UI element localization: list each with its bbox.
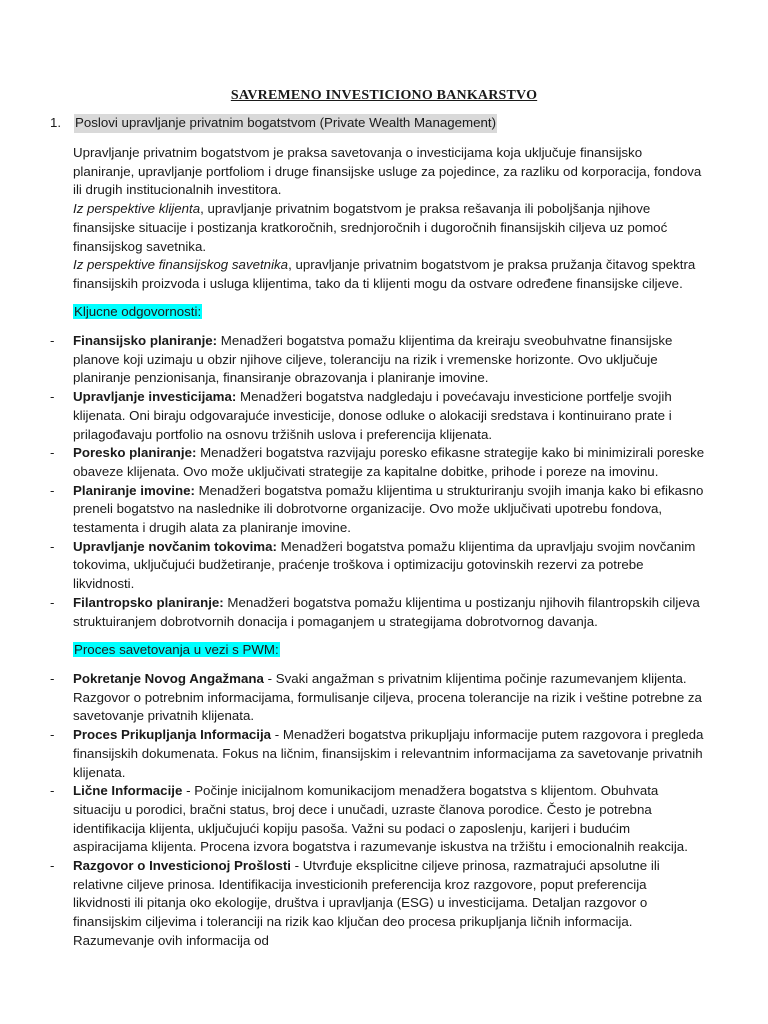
item-text: Menadžeri bogatstva pomažu klijentima u strukturiranju svojih imanja kako bi efikasno preneli bogatstvo na naslednike ili dobrotvorne organizacije. Ovo može uključivati upotrebu fondova, testamenta i drugih alata za planiranje imovine. xyxy=(73,482,704,536)
list-item xyxy=(50,482,705,538)
item-text: Menadžeri bogatstva pomažu klijentima da kreiraju sveobuhvatne finansijske planove koji uzimaju u obzir njihove ciljeve, toleranciju na rizik i vremenske horizonte. Ovo uključuje planiranje penzionisanja, finansiranje obrazovanja i planiranje imovine. xyxy=(73,333,673,386)
item-text: Menadžeri bogatstva pomažu klijentima u postizanju njihovih filantropskih ciljeva struktuiranjem dobrotvornih donacija i pomaganjem u strategijama dobrotvornog davanja. xyxy=(73,594,700,629)
intro-text: , upravljanje privatnim bogatstvom je praksa pružanja čitavog spektra finansijskih proizvoda i usluga klijentima, tako da ti klijenti mogu da ostvare određene finansijske ciljeve. xyxy=(73,257,696,291)
item-text: Menadžeri bogatstva nadgledaju i povećavaju investicione portfelje svojih klijenata. Oni biraju odgovarajuće investicije, donose odluke o alokaciji sredstava i kontinuirano prate i prilagođavaju portfolio na osnovu tržišnih uslova i preferencija klijenata. xyxy=(73,389,672,442)
item-text: Menadžeri bogatstva razvijaju poresko efikasne strategije kako bi minimizirali poreske obaveze klijenata. Ovo može uključivati strategije za kapitalne dobitke, prihode i poreze na imovinu. xyxy=(73,445,705,479)
item-term: Pokretanje Novog Angažmana xyxy=(73,671,264,686)
list-item xyxy=(50,782,705,857)
item-term: Lične Informacije xyxy=(73,783,183,799)
item-text: - Počinje inicijalnom komunikacijom menadžera bogatstva s klijentom. Obuhvata situaciju u porodici, bračni status, broj dece i unučadi, uzraste članova porodice. Često je potrebna identifikacija klijenta, uključujući kopiju pasoša. Važni su podaci o zaposlenju, karijeri i budućim aspiracijama klijenta. Procena izvora bogatstva i razumevanje iskustva na tržištu i emocionalnih reakcija. xyxy=(73,783,688,855)
list-item xyxy=(50,594,705,631)
document-title: SAVREMENO INVESTICIONO BANKARSTVO xyxy=(230,88,538,103)
item-text: - Svaki angažman s privatnim klijentima počinje razumevanjem klijenta. Razgovor o potrebnim informacijama, formulisanje ciljeva, procena tolerancije na rizik i veštine potrebne za savetovanje privatnih klijenata. xyxy=(73,671,702,724)
list-dash: - xyxy=(50,783,55,799)
item-term: Planiranje imovine: xyxy=(73,482,195,498)
list-item xyxy=(50,332,705,388)
item-term: Poresko planiranje: xyxy=(73,445,197,461)
list-item xyxy=(50,857,705,951)
intro-paragraph xyxy=(73,256,705,293)
section-heading xyxy=(50,114,497,133)
list-dash: - xyxy=(50,727,55,743)
item-term: Finansijsko planiranje: xyxy=(73,333,218,348)
list-item xyxy=(50,444,705,481)
responsibilities-heading xyxy=(73,303,202,322)
item-term: Razgovor o Investicionoj Prošlosti xyxy=(73,858,291,874)
list-item xyxy=(50,726,705,782)
list-dash: - xyxy=(50,389,55,405)
item-term: Upravljanje novčanim tokovima: xyxy=(73,538,277,554)
list-dash: - xyxy=(50,538,55,554)
responsibilities-list xyxy=(50,332,705,631)
intro-paragraph: Upravljanje privatnim bogatstvom je praksa savetovanja o investicijama koja uključuje finansijsko planiranje, upravljanje portfoliom i druge finansijske usluge za pojedince, za razliku od korporacija, fondova ili drugih institucionalnih investitora. xyxy=(73,145,702,198)
intro-text: , upravljanje privatnim bogatstvom je praksa rešavanja ili poboljšanja njihove finansijske situacije i postizanja kratkoročnih, srednjoročnih i dugoročnih finansijskih ciljeva uz pomoć finansijskog savetnika. xyxy=(73,201,668,254)
list-dash: - xyxy=(50,445,55,461)
intro-emphasis: Iz perspektive klijenta xyxy=(73,201,201,217)
item-text: - Menadžeri bogatstva prikupljaju informacije putem razgovora i pregleda finansijskih dokumenata. Fokus na ličnim, finansijskim i relevantnim informacijama za savetovanje privatnih klijenata. xyxy=(73,727,704,780)
process-heading xyxy=(73,641,280,660)
list-item xyxy=(50,538,705,594)
highlighted-heading: Proces savetovanja u vezi s PWM: xyxy=(74,642,279,657)
item-term: Upravljanje investicijama: xyxy=(73,389,237,405)
list-dash: - xyxy=(50,482,55,498)
list-dash: - xyxy=(50,333,55,348)
item-term: Filantropsko planiranje: xyxy=(73,594,224,610)
list-item xyxy=(50,670,705,726)
list-dash: - xyxy=(50,671,55,686)
item-text: - Utvrđuje eksplicitne ciljeve prinosa, razmatrajući apsolutne ili relativne ciljeve prinosa. Identifikacija investicionih preferencija kroz razgovore, poput preferencija likvidnosti ili pitanja oko ekologije, društva i upravljanja (ESG) u investicijama. Detaljan razgovor o finansijskim ciljevima i toleranciji na rizik kao ključan deo procesa prikupljanja ličnih informacija. Razumevanje ovih informacija od xyxy=(73,858,660,948)
process-list xyxy=(50,670,705,951)
item-text: Menadžeri bogatstva pomažu klijentima da upravljaju svojim novčanim tokovima, uključujući budžetiranje, praćenje troškova i optimizaciju gotovinskih rezervi za potrebe likvidnosti. xyxy=(73,538,696,592)
list-item xyxy=(50,388,705,444)
list-dash: - xyxy=(50,594,55,610)
item-term: Proces Prikupljanja Informacija xyxy=(73,727,272,743)
intro-emphasis: Iz perspektive finansijskog savetnika xyxy=(73,257,289,273)
section-label: Poslovi upravljanje privatnim bogatstvom (Private Wealth Management) xyxy=(74,114,497,133)
highlighted-heading: Kljucne odgovornosti: xyxy=(74,304,202,319)
section-number: 1. xyxy=(50,115,62,130)
intro-paragraph xyxy=(73,200,705,256)
list-dash: - xyxy=(50,858,55,874)
intro-paragraphs xyxy=(73,144,705,294)
